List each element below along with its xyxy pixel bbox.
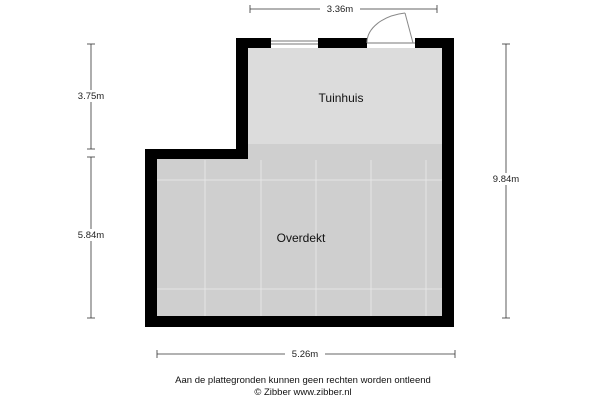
room-label-tuinhuis: Tuinhuis xyxy=(318,91,364,105)
disclaimer-text: Aan de plattegronden kunnen geen rechten worden ontleend xyxy=(175,375,431,386)
dimension-top-label: 3.36m xyxy=(326,4,354,15)
room-opening xyxy=(248,144,442,160)
room-label-overdekt: Overdekt xyxy=(276,231,326,245)
window xyxy=(271,38,318,48)
dimension-right-label: 9.84m xyxy=(492,174,520,185)
dimension-left-lower-label: 5.84m xyxy=(77,230,105,241)
door xyxy=(367,13,415,48)
dimension-bottom-label: 5.26m xyxy=(291,349,319,360)
copyright-text: © Zibber www.zibber.nl xyxy=(254,387,352,398)
dimension-left-upper-label: 3.75m xyxy=(77,91,105,102)
